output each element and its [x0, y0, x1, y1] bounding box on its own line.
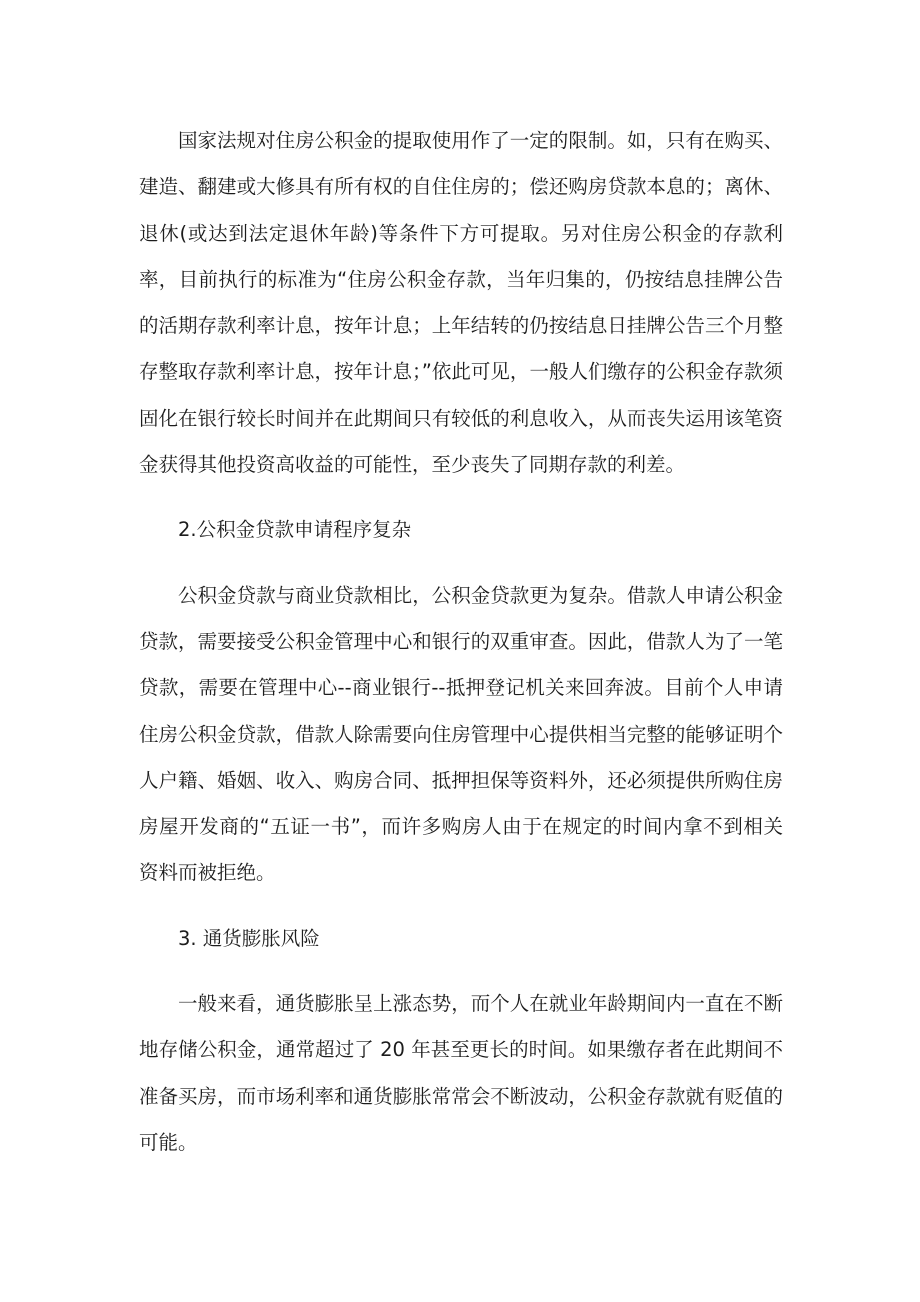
- paragraph-gap: [139, 554, 783, 573]
- paragraph-loan-complexity: 公积金贷款与商业贷款相比，公积金贷款更为复杂。借款人申请公积金贷款，需要接受公积金管理中心和银行的双重审查。因此，借款人为了一笔贷款，需要在管理中心--商业银行--抵押登记机关来回奔波。目前个人申请住房公积金贷款，借款人除需要向住房管理中心提供相当完整的能够证明个人户籍、婚姻、收入、购房合同、抵押担保等资料外，还必须提供所购住房房屋开发商的“五证一书”，而许多购房人由于在规定的时间内拿不到相关资料而被拒绝。: [139, 583, 783, 885]
- paragraph-inflation-risk: 一般来看，通货膨胀呈上涨态势，而个人在就业年龄期间内一直在不断地存储公积金，通常超过了 20 年甚至更长的时间。如果缴存者在此期间不准备买房，而市场利率和通货膨胀常常会不断波动，公积金存款就有贬值的可能。: [139, 992, 783, 1154]
- paragraph-gap: [139, 962, 783, 981]
- paragraph-gap: [139, 488, 783, 507]
- document-body: [139, 118, 783, 1166]
- section-heading-loan-complexity: 2.公积金贷款申请程序复杂: [178, 518, 412, 542]
- paragraph-withdrawal-restrictions: 国家法规对住房公积金的提取使用作了一定的限制。如，只有在购买、建造、翻建或大修具有所有权的自住住房的；偿还购房贷款本息的；离休、退休(或达到法定退休年龄)等条件下方可提取。另对住房公积金的存款利率，目前执行的标准为“住房公积金存款，当年归集的，仍按结息挂牌公告的活期存款利率计息，按年计息；上年结转的仍按结息日挂牌公告三个月整存整取存款利率计息，按年计息；”依此可见，一般人们缴存的公积金存款须固化在银行较长时间并在此期间只有较低的利息收入，从而丧失运用该笔资金获得其他投资高收益的可能性，至少丧失了同期存款的利差。: [139, 129, 783, 477]
- section-heading-inflation-risk: 3. 通货膨胀风险: [178, 926, 320, 950]
- paragraph-gap: [139, 897, 783, 916]
